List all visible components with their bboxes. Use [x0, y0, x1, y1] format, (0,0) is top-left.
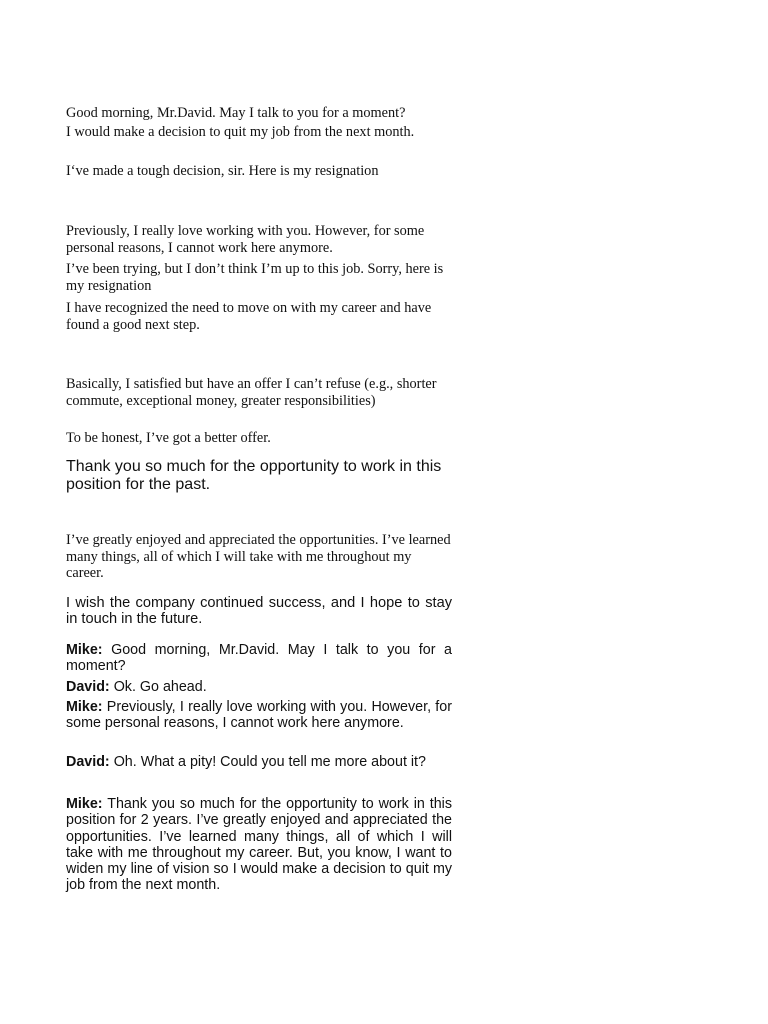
phrase-enjoyed: I’ve greatly enjoyed and appreciated the opportunities. I’ve learned many things, all of which I will take with me throughout my career.	[66, 532, 451, 581]
dialogue-text: Ok. Go ahead.	[113, 679, 207, 695]
dialogue-line	[66, 642, 452, 675]
dialogue-line	[66, 754, 452, 770]
phrase-next-step: I have recognized the need to move on with my career and have found a good next step.	[66, 300, 432, 333]
speaker-label: David:	[66, 679, 110, 695]
dialogue-line	[66, 699, 452, 732]
phrase-decision: I would make a decision to quit my job from the next month.	[66, 124, 415, 140]
dialogue-text: Oh. What a pity! Could you tell me more about it?	[113, 754, 426, 770]
dialogue-text: Thank you so much for the opportunity to work in this position for 2 years. I’ve greatly enjoyed and appreciated the opportunities. I’ve learned many things, all of which I will take with me throughout my career. But, you know, I want to widen my line of vision so I would make a decision to quit my job from the next month.	[66, 796, 452, 894]
phrase-honest: To be honest, I’ve got a better offer.	[66, 430, 271, 446]
speaker-label: David:	[66, 754, 110, 770]
phrase-wish-success: I wish the company continued success, and I hope to stay in touch in the future.	[66, 595, 452, 628]
dialogue-text: Good morning, Mr.David. May I talk to you for a moment?	[66, 642, 452, 675]
phrase-thank-you: Thank you so much for the opportunity to work in this position for the past.	[66, 458, 442, 493]
speaker-label: Mike:	[66, 796, 103, 812]
speaker-label: Mike:	[66, 642, 103, 658]
phrase-been-trying: I’ve been trying, but I don’t think I’m up to this job. Sorry, here is my resignation	[66, 261, 444, 294]
dialogue-line	[66, 679, 452, 695]
phrase-greeting: Good morning, Mr.David. May I talk to you for a moment?	[66, 105, 406, 121]
phrase-personal-reasons: Previously, I really love working with you. However, for some personal reasons, I cannot work here anymore.	[66, 223, 425, 256]
dialogue-line	[66, 796, 452, 894]
dialogue-text: Previously, I really love working with you. However, for some personal reasons, I cannot work here anymore.	[66, 699, 452, 732]
phrase-tough-decision: I‘ve made a tough decision, sir. Here is my resignation	[66, 163, 379, 179]
speaker-label: Mike:	[66, 699, 103, 715]
phrase-better-offer-detail: Basically, I satisfied but have an offer I can’t refuse (e.g., shorter commute, exceptional money, greater responsibilities)	[66, 376, 437, 409]
